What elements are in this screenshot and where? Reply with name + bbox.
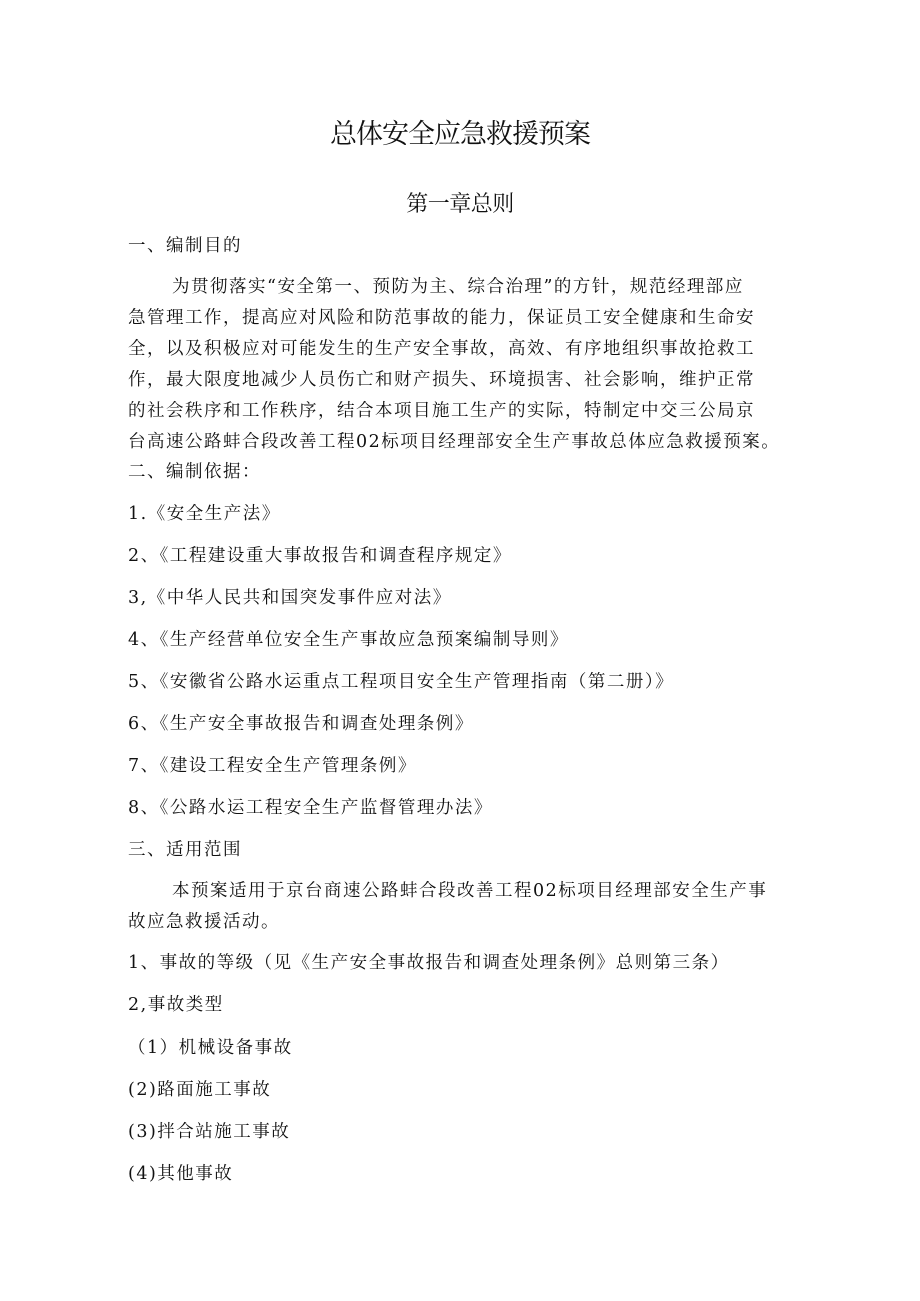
section-1-paragraph: [128, 272, 808, 458]
basis-list-item: 4、《生产经营单位安全生产事故应急预案编制导则》: [128, 630, 569, 650]
basis-list-item: 1.《安全生产法》: [128, 504, 281, 524]
paragraph-line: 故应急救援活动。: [128, 912, 280, 932]
section-2-heading: 二、编制依据：: [128, 462, 261, 482]
basis-list-item: 5、《安徽省公路水运重点工程项目安全生产管理指南（第二册）》: [128, 672, 675, 692]
paragraph-line: 本预案适用于京台商速公路蚌合段改善工程02标项目经理部安全生产事: [172, 881, 768, 901]
paragraph-line: 急管理工作，提高应对风险和防范事故的能力，保证员工安全健康和生命安: [128, 308, 755, 328]
paragraph-line: 作，最大限度地减少人员伤亡和财产损失、环境损害、社会影响，维护正常: [128, 370, 755, 390]
basis-list-item: 8、《公路水运工程安全生产监督管理办法》: [128, 798, 493, 818]
basis-list-item: 2、《工程建设重大事故报告和调查程序规定》: [128, 546, 512, 566]
paragraph-line: 为贯彻落实“安全第一、预防为主、综合治理”的方针，规范经理部应: [172, 277, 744, 297]
chapter-heading: 第一章总则: [406, 192, 514, 217]
accident-level-item: 1、事故的等级（见《生产安全事故报告和调查处理条例》总则第三条）: [128, 953, 730, 973]
document-title: 总体安全应急救援预案: [330, 119, 590, 150]
accident-type-item: (2)路面施工事故: [128, 1080, 272, 1100]
accident-type-item: （1）机械设备事故: [128, 1038, 293, 1058]
accident-type-item: (4)其他事故: [128, 1164, 234, 1184]
basis-list-item: 6、《生产安全事故报告和调查处理条例》: [128, 714, 474, 734]
section-3-paragraph: [128, 876, 808, 938]
section-3-heading: 三、适用范围: [128, 840, 242, 860]
paragraph-line: 全，以及积极应对可能发生的生产安全事故，高效、有序地组织事故抢救工: [128, 339, 755, 359]
basis-list-item: 7、《建设工程安全生产管理条例》: [128, 756, 417, 776]
accident-type-heading: 2,事故类型: [128, 995, 224, 1015]
accident-type-item: (3)拌合站施工事故: [128, 1122, 291, 1142]
paragraph-line: 台高速公路蚌合段改善工程02标项目经理部安全生产事故总体应急救援预案。: [128, 432, 781, 452]
paragraph-line: 的社会秩序和工作秩序，结合本项目施工生产的实际，特制定中交三公局京: [128, 401, 755, 421]
section-1-heading: 一、编制目的: [128, 236, 242, 256]
basis-list-item: 3,《中华人民共和国突发事件应对法》: [128, 588, 452, 608]
